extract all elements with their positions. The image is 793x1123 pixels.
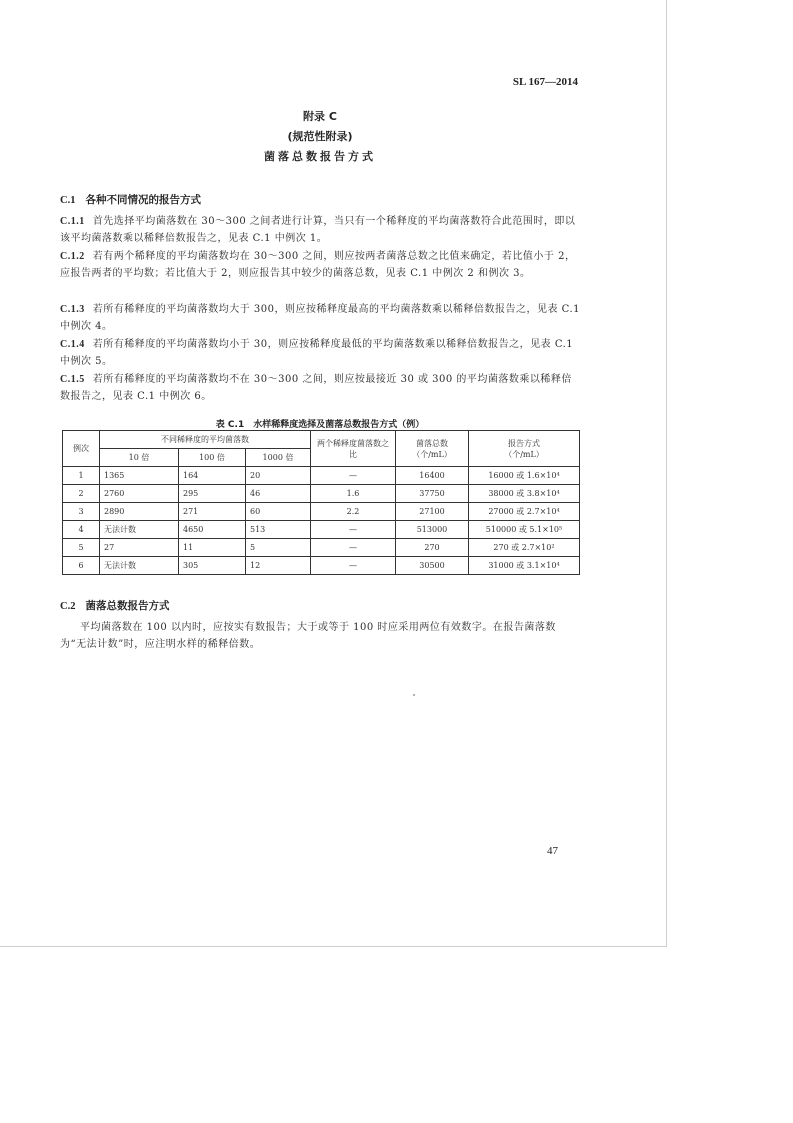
cell-d1000: 20: [246, 467, 311, 485]
header-total-unit: （个/mL）: [412, 449, 452, 459]
clause-text: 首先选择平均菌落数在 30～300 之间者进行计算，当只有一个稀释度的平均菌落数符合此范围时，即以该平均菌落数乘以稀释倍数报告之，见表 C.1 中例次 1。: [60, 216, 576, 244]
clause-number: C.1.1: [60, 216, 85, 227]
cell-d1000: 12: [246, 557, 311, 575]
section-c2-heading: [60, 598, 169, 613]
cell-d1000: 60: [246, 503, 311, 521]
cell-d10: 1365: [100, 467, 179, 485]
cell-case: 5: [63, 539, 100, 557]
table-row: [63, 503, 580, 521]
cell-case: 2: [63, 485, 100, 503]
scan-speck: [413, 694, 415, 696]
clause-text: 若所有稀释度的平均菌落数均不在 30～300 之间，则应按最接近 30 或 300 的平均菌落数乘以稀释倍数报告之，见表 C.1 中例次 6。: [60, 374, 572, 402]
standard-code: SL 167—2014: [512, 76, 578, 88]
cell-total: 27100: [396, 503, 469, 521]
table-row: [63, 521, 580, 539]
section-c2-number: C.2: [60, 601, 76, 612]
cell-report: 270 或 2.7×10²: [469, 539, 580, 557]
header-report-label: 报告方式: [508, 438, 540, 448]
table-row: [63, 485, 580, 503]
section-c2-title: 菌落总数报告方式: [85, 600, 170, 612]
page-number: 47: [547, 845, 558, 857]
cell-case: 3: [63, 503, 100, 521]
appendix-type: (规范性附录): [287, 130, 353, 143]
clause-number: C.1.5: [60, 374, 85, 385]
cell-case: 1: [63, 467, 100, 485]
cell-ratio: —: [311, 557, 396, 575]
cell-d100: 4650: [179, 521, 246, 539]
clause-c1-5: [60, 371, 582, 405]
cell-ratio: —: [311, 467, 396, 485]
cell-total: 30500: [396, 557, 469, 575]
header-total-label: 菌落总数: [416, 438, 448, 448]
cell-d100: 305: [179, 557, 246, 575]
header-ratio: 两个稀释度菌落数之比: [311, 431, 396, 467]
header-d1000: 1000 倍: [246, 449, 311, 467]
cell-d10: 2890: [100, 503, 179, 521]
cell-case: 4: [63, 521, 100, 539]
table-row: [63, 539, 580, 557]
cell-d1000: 46: [246, 485, 311, 503]
cell-total: 513000: [396, 521, 469, 539]
header-d100: 100 倍: [179, 449, 246, 467]
clause-c1-2: [60, 248, 582, 282]
clause-c1-1: [60, 213, 582, 247]
header-avg-group: 不同稀释度的平均菌落数: [100, 431, 311, 449]
cell-report: 38000 或 3.8×10⁴: [469, 485, 580, 503]
cell-ratio: —: [311, 539, 396, 557]
section-c1-number: C.1: [60, 195, 76, 206]
appendix-name: 菌落总数报告方式: [264, 150, 376, 163]
header-report: [469, 431, 580, 467]
cell-d10: 无法计数: [100, 521, 179, 539]
clause-text: 若有两个稀释度的平均菌落数均在 30～300 之间，则应按两者菌落总数之比值来确定，若比值小于 2，应报告两者的平均数；若比值大于 2，则应报告其中较少的菌落总数，见表 C.1 中例次 2 和例次 3。: [60, 251, 576, 279]
cell-report: 510000 或 5.1×10⁵: [469, 521, 580, 539]
cell-case: 6: [63, 557, 100, 575]
cell-d100: 295: [179, 485, 246, 503]
clause-c1-3: [60, 301, 582, 335]
cell-total: 16400: [396, 467, 469, 485]
cell-total: 37750: [396, 485, 469, 503]
clause-c1-4: [60, 336, 582, 370]
clause-number: C.1.2: [60, 251, 85, 262]
section-c2-text: 平均菌落数在 100 以内时，应按实有数报告；大于或等于 100 时应采用两位有效数字。在报告菌落数为“无法计数”时，应注明水样的稀释倍数。: [60, 622, 556, 650]
table-row: [63, 557, 580, 575]
section-c1-title: 各种不同情况的报告方式: [85, 194, 201, 206]
header-case: 例次: [63, 431, 100, 467]
cell-d10: 27: [100, 539, 179, 557]
clause-text: 若所有稀释度的平均菌落数均大于 300，则应按稀释度最高的平均菌落数乘以稀释倍数报告之，见表 C.1 中例次 4。: [60, 304, 581, 332]
cell-d100: 164: [179, 467, 246, 485]
clause-number: C.1.4: [60, 339, 85, 350]
cell-d100: 11: [179, 539, 246, 557]
cell-report: 16000 或 1.6×10⁴: [469, 467, 580, 485]
cell-d1000: 5: [246, 539, 311, 557]
section-c1-heading: [60, 192, 201, 207]
table-row: [63, 467, 580, 485]
appendix-title: 附录 C: [303, 110, 337, 123]
cell-ratio: 1.6: [311, 485, 396, 503]
table-caption: 表 C.1 水样稀释度选择及菌落总数报告方式（例）: [215, 420, 425, 430]
header-d10: 10 倍: [100, 449, 179, 467]
cell-ratio: —: [311, 521, 396, 539]
cell-report: 31000 或 3.1×10⁴: [469, 557, 580, 575]
dilution-report-table: [62, 430, 580, 575]
header-total: [396, 431, 469, 467]
cell-d100: 271: [179, 503, 246, 521]
clause-number: C.1.3: [60, 304, 85, 315]
clause-text: 若所有稀释度的平均菌落数均小于 30，则应按稀释度最低的平均菌落数乘以稀释倍数报告之，见表 C.1 中例次 5。: [60, 339, 574, 367]
cell-d10: 2760: [100, 485, 179, 503]
header-report-unit: （个/mL）: [504, 449, 544, 459]
cell-report: 27000 或 2.7×10⁴: [469, 503, 580, 521]
cell-ratio: 2.2: [311, 503, 396, 521]
cell-d1000: 513: [246, 521, 311, 539]
cell-total: 270: [396, 539, 469, 557]
cell-d10: 无法计数: [100, 557, 179, 575]
